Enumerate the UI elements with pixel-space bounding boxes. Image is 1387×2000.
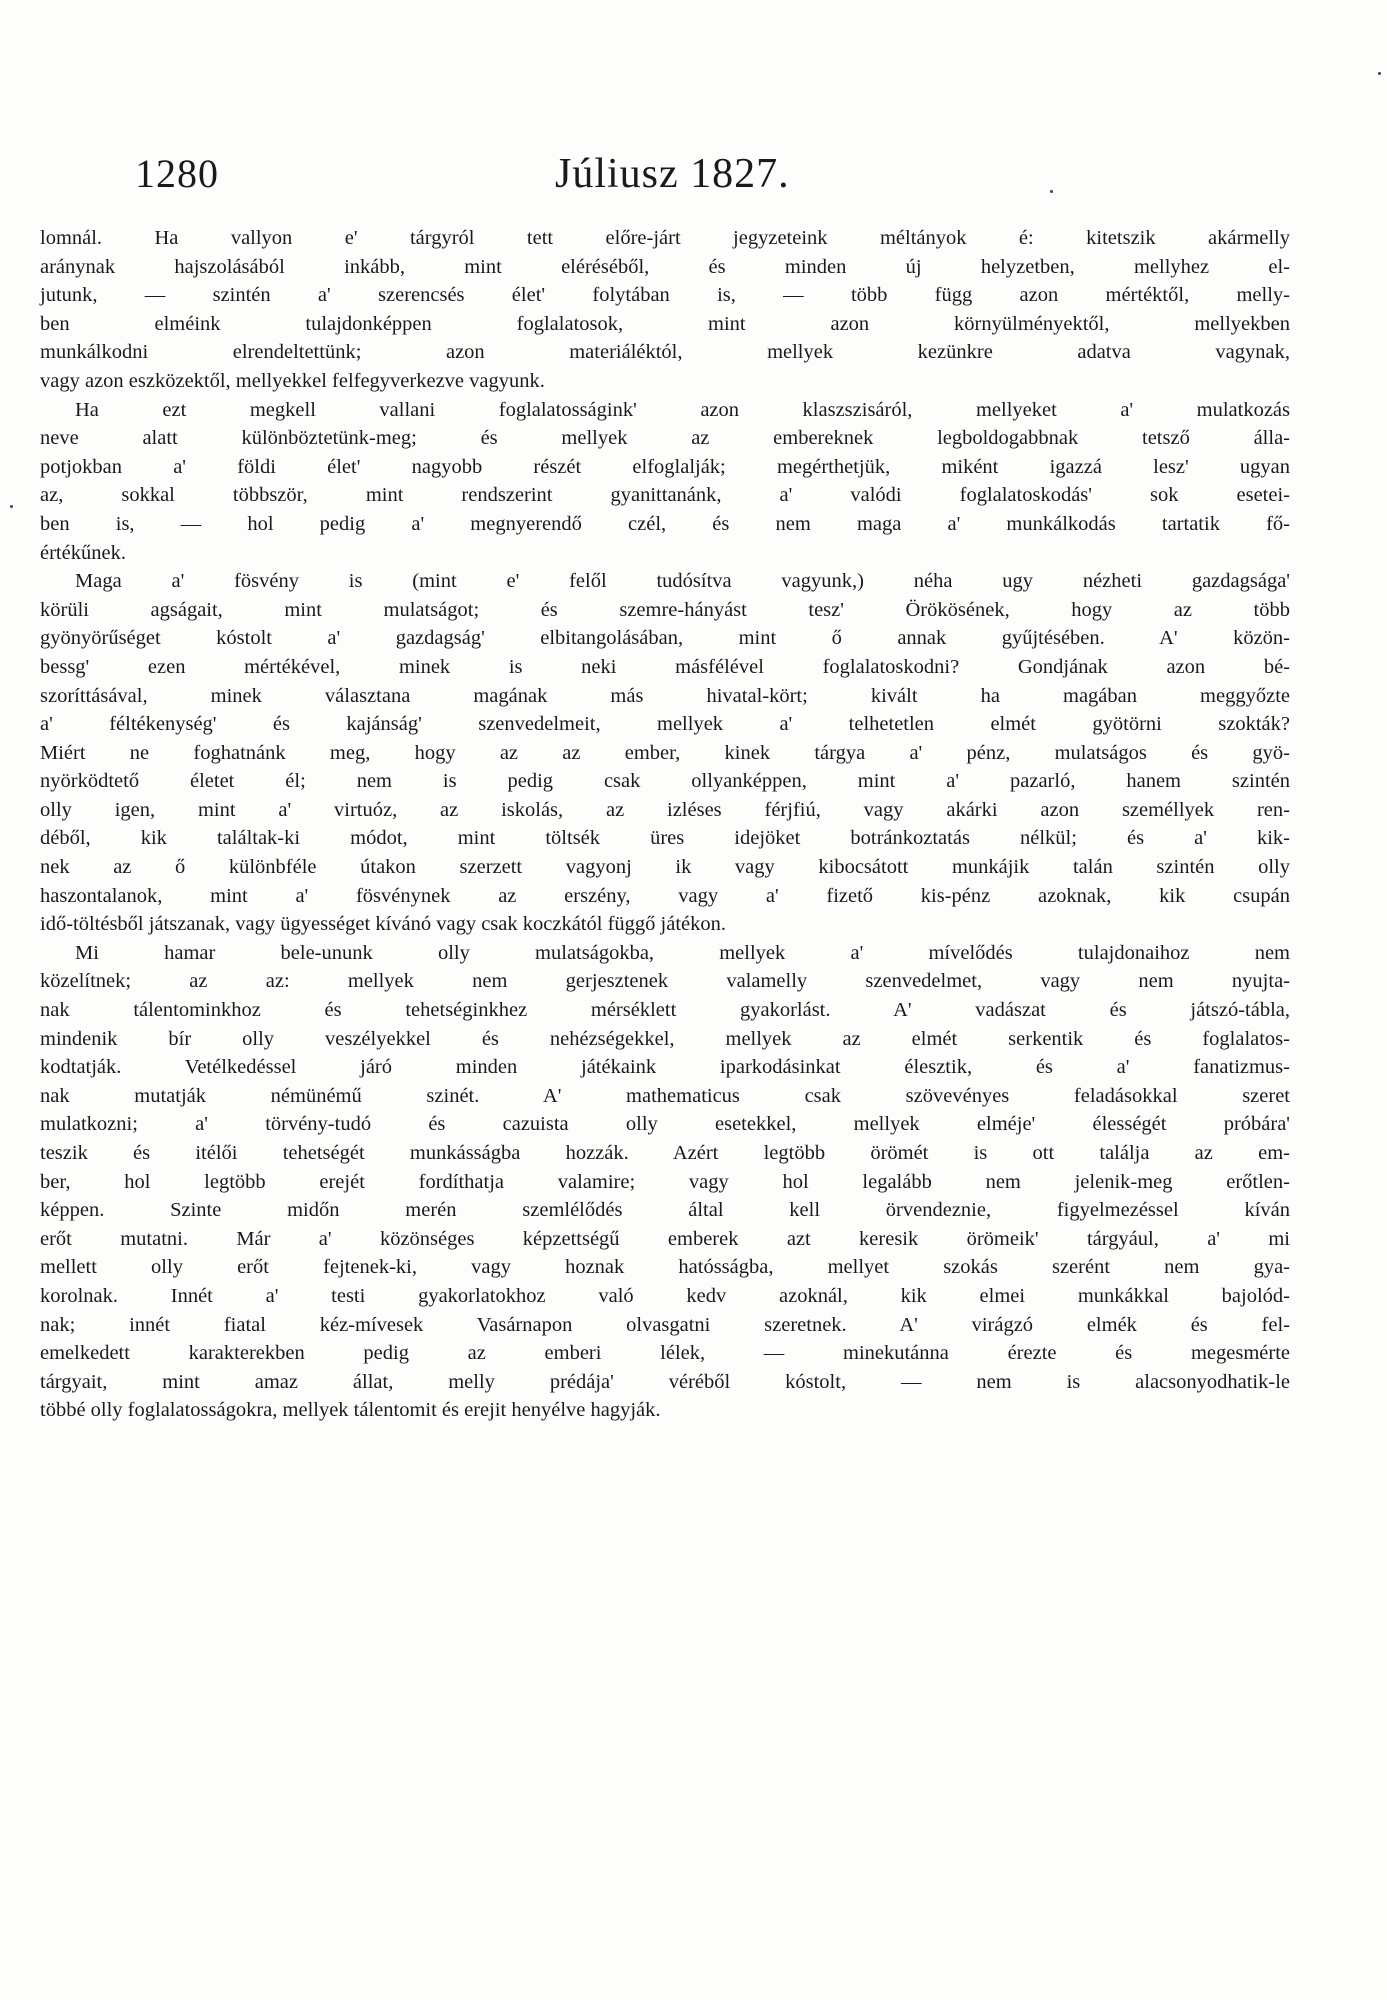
text-line: tárgyait, mint amaz állat, melly prédája' véréből kóstolt, — nem is alacsonyodhatik-le	[40, 1370, 1290, 1393]
text-line: a' féltékenység' és kajánság' szenvedelmeit, mellyek a' telhetetlen elmét gyötörni szokták?	[40, 713, 1290, 736]
print-speck	[1050, 190, 1053, 193]
text-line: mellett olly erőt fejtenek-ki, vagy hoznak hatósságba, mellyet szokás szerént nem gya-	[40, 1256, 1290, 1279]
text-line: nak tálentominkhoz és tehetséginkhez mérséklett gyakorlást. A' vadászat és játszó-tábla,	[40, 999, 1290, 1022]
text-line: nak mutatják némünémű szinét. A' mathematicus csak szövevényes feladásokkal szeret	[40, 1084, 1290, 1107]
text-line: nek az ő különbféle útakon szerzett vagyonj ik vagy kibocsátott munkájik talán szintén olly	[40, 856, 1290, 879]
text-line: nyörködtető életet él; nem is pedig csak ollyanképpen, mint a' pazarló, hanem szintén	[40, 770, 1290, 793]
text-line: idő-töltésből játszanak, vagy ügyességet kívánó vagy csak koczkától függő játékon.	[40, 913, 726, 936]
text-line: jutunk, — szintén a' szerencsés élet' folytában is, — több függ azon mértéktől, melly-	[40, 284, 1290, 307]
paragraph-start-line: Maga a' fösvény is (mint e' felől tudósítva vagyunk,) néha ugy nézheti gazdagsága'	[75, 570, 1290, 593]
text-line: ber, hol legtöbb erejét fordíthatja valamire; vagy hol legalább nem jelenik-meg erőtlen-	[40, 1170, 1290, 1193]
text-line: erőt mutatni. Már a' közönséges képzettségű emberek azt keresik örömeik' tárgyául, a' mi	[40, 1227, 1290, 1250]
text-line: többé olly foglalatosságokra, mellyek tálentomit és erejit henyélve hagyják.	[40, 1399, 661, 1422]
paragraph-start-line: Mi hamar bele-ununk olly mulatságokba, mellyek a' mívelődés tulajdonaihoz nem	[75, 941, 1290, 964]
text-line: ben elméink tulajdonképpen foglalatosok, mint azon környülményektől, mellyekben	[40, 312, 1290, 335]
text-line: közelítnek; az az: mellyek nem gerjesztenek valamelly szenvedelmet, vagy nem nyujta-	[40, 970, 1290, 993]
paragraph-start-line: Ha ezt megkell vallani foglalatosságink' azon klaszszisáról, mellyeket a' mulatkozás	[75, 398, 1290, 421]
page-number: 1280	[135, 151, 219, 196]
print-speck	[10, 505, 13, 508]
text-line: nak; innét fiatal kéz-mívesek Vasárnapon olvasgatni szeretnek. A' virágzó elmék és fel-	[40, 1313, 1290, 1336]
text-line: emelkedett karakterekben pedig az emberi lélek, — minekutánna érezte és megesmérte	[40, 1342, 1290, 1365]
text-line: körüli agságait, mint mulatságot; és szemre-hányást tesz' Örökösének, hogy az több	[40, 598, 1290, 621]
text-line: értékűnek.	[40, 541, 126, 564]
text-line: lomnál. Ha vallyon e' tárgyról tett előre-járt jegyzeteink méltányok é: kitetszik akármelly	[40, 227, 1290, 249]
text-line: teszik és itélői tehetségét munkásságba hozzák. Azért legtöbb örömét is ott találja az em-	[40, 1142, 1290, 1164]
text-line: kodtatják. Vetélkedéssel járó minden játékaink iparkodásinkat élesztik, és a' fanatizmus-	[40, 1056, 1290, 1079]
text-line: Miért ne foghatnánk meg, hogy az az ember, kinek tárgya a' pénz, mulatságos és gyö-	[40, 741, 1290, 764]
running-title: Júliusz 1827.	[555, 151, 790, 197]
text-line: haszontalanok, mint a' fösvénynek az erszény, vagy a' fizető kis-pénz azoknak, kik csupán	[40, 884, 1290, 907]
text-line: aránynak hajszolásából inkább, mint eléréséből, és minden új helyzetben, mellyhez el-	[40, 255, 1290, 278]
text-line: mindenik bír olly veszélyekkel és nehézségekkel, mellyek az elmét serkentik és foglalatos-	[40, 1027, 1290, 1050]
text-line: korolnak. Innét a' testi gyakorlatokhoz való kedv azoknál, kik elmei munkákkal bajolód-	[40, 1284, 1290, 1307]
text-line: olly igen, mint a' virtuóz, az iskolás, az izléses férjfiú, vagy akárki azon személlyek ren-	[40, 798, 1290, 821]
text-line: képpen. Szinte midőn merén szemlélődés által kell örvendeznie, figyelmezéssel kíván	[40, 1199, 1290, 1222]
body-text	[40, 224, 1290, 1425]
page-header	[135, 150, 1265, 210]
text-line: az, sokkal többször, mint rendszerint gyanittanánk, a' valódi foglalatoskodás' sok esetei-	[40, 484, 1290, 507]
text-line: munkálkodni elrendeltettünk; azon materiáléktól, mellyek kezünkre adatva vagynak,	[40, 341, 1290, 364]
text-line: neve alatt különböztetünk-meg; és mellyek az embereknek legboldogabbnak tetsző álla-	[40, 427, 1290, 450]
text-line: mulatkozni; a' törvény-tudó és cazuista olly esetekkel, mellyek elméje' élességét próbára'	[40, 1113, 1290, 1136]
text-line: gyönyörűséget kóstolt a' gazdagság' elbitangolásában, mint ő annak gyűjtésében. A' közön-	[40, 627, 1290, 650]
text-line: ben is, — hol pedig a' megnyerendő czél, és nem maga a' munkálkodás tartatik fő-	[40, 512, 1290, 535]
text-line: déből, kik találtak-ki módot, mint töltsék üres idejöket botránkoztatás nélkül; és a' kik-	[40, 827, 1290, 850]
text-line: bessg' ezen mértékével, minek is neki másfélével foglalatoskodni? Gondjának azon bé-	[40, 655, 1290, 678]
text-line: szoríttásával, minek választana magának más hivatal-kört; kivált ha magában meggyőzte	[40, 684, 1290, 707]
text-line: vagy azon eszközektől, mellyekkel felfegyverkezve vagyunk.	[40, 369, 545, 392]
print-speck	[1378, 72, 1381, 75]
text-line: potjokban a' földi élet' nagyobb részét elfoglalják; megérthetjük, miként igazzá lesz' ugyan	[40, 455, 1290, 478]
